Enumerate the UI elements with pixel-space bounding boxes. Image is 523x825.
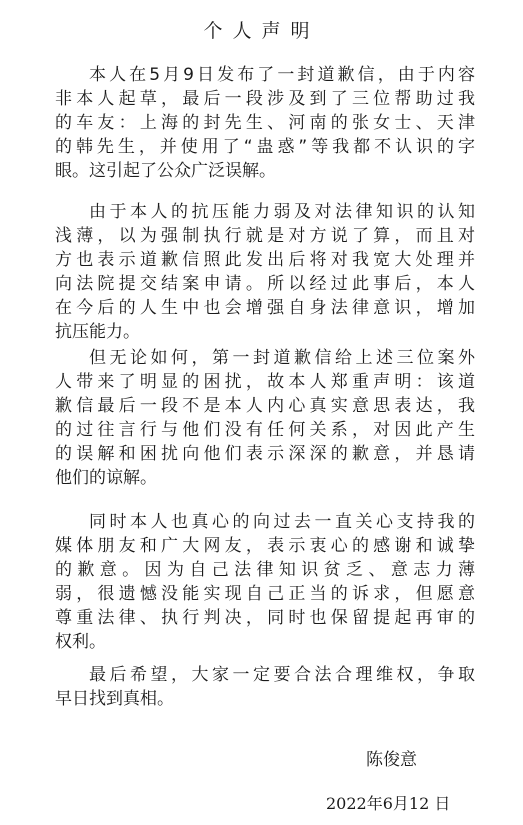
paragraph-line: 浅薄，以为强制执行就是对方说了算，而且对: [55, 226, 475, 246]
paragraph-line: 早日找到真相。: [55, 689, 174, 709]
statement-title: 个人声明: [203, 20, 320, 42]
paragraph-line: 但无论如何，第一封道歉信给上述三位案外: [89, 348, 475, 368]
paragraph-line: 歉信最后一段不是本人内心真实意思表达，我: [55, 396, 475, 416]
paragraph-line: 抗压能力。: [55, 322, 140, 342]
statement-paragraph-2: [55, 200, 475, 344]
paragraph-line: 的韩先生，并使用了“蛊惑”等我都不认识的字: [55, 137, 475, 157]
signature: 陈俊意: [366, 750, 417, 770]
paragraph-line: 在今后的人生中也会增强自身法律意识，增加: [55, 298, 475, 318]
paragraph-line: 人带来了明显的困扰，故本人郑重声明：该道: [55, 372, 475, 392]
paragraph-line: 同时本人也真心的向过去一直关心支持我的: [89, 512, 475, 532]
paragraph-line: 本人在5月9日发布了一封道歉信，由于内容: [89, 65, 475, 85]
paragraph-line: 的车友：上海的封先生、河南的张女士、天津: [55, 113, 475, 133]
paragraph-line: 最后希望，大家一定要合法合理维权，争取: [89, 665, 475, 685]
paragraph-line: 非本人起草，最后一段涉及到了三位帮助过我: [55, 89, 475, 109]
paragraph-line: 他们的谅解。: [55, 468, 157, 488]
paragraph-line: 由于本人的抗压能力弱及对法律知识的认知: [89, 202, 475, 222]
paragraph-line: 权利。: [55, 632, 106, 652]
statement-paragraph-4: [55, 510, 475, 654]
paragraph-line: 向法院提交结案申请。所以经过此事后，本人: [55, 274, 475, 294]
paragraph-line: 媒体朋友和广大网友，表示衷心的感谢和诚挚: [55, 536, 475, 556]
statement-paragraph-3: [55, 346, 475, 490]
paragraph-line: 的误解和困扰向他们表示深深的歉意，并恳请: [55, 444, 475, 464]
paragraph-line: 方也表示道歉信照此发出后将对我宽大处理并: [55, 250, 475, 270]
paragraph-line: 的过往言行与他们没有任何关系，对因此产生: [55, 420, 475, 440]
statement-paragraph-5: [55, 663, 475, 711]
paragraph-line: 眼。这引起了公众广泛误解。: [55, 161, 276, 181]
statement-date: 2022年6月12 日: [326, 794, 451, 813]
paragraph-line: 的歉意。因为自己法律知识贫乏、意志力薄: [55, 560, 475, 580]
paragraph-line: 尊重法律、执行判决，同时也保留提起再审的: [55, 608, 475, 628]
statement-paragraph-1: [55, 63, 475, 183]
paragraph-line: 弱，很遗憾没能实现自己正当的诉求，但愿意: [55, 584, 475, 604]
